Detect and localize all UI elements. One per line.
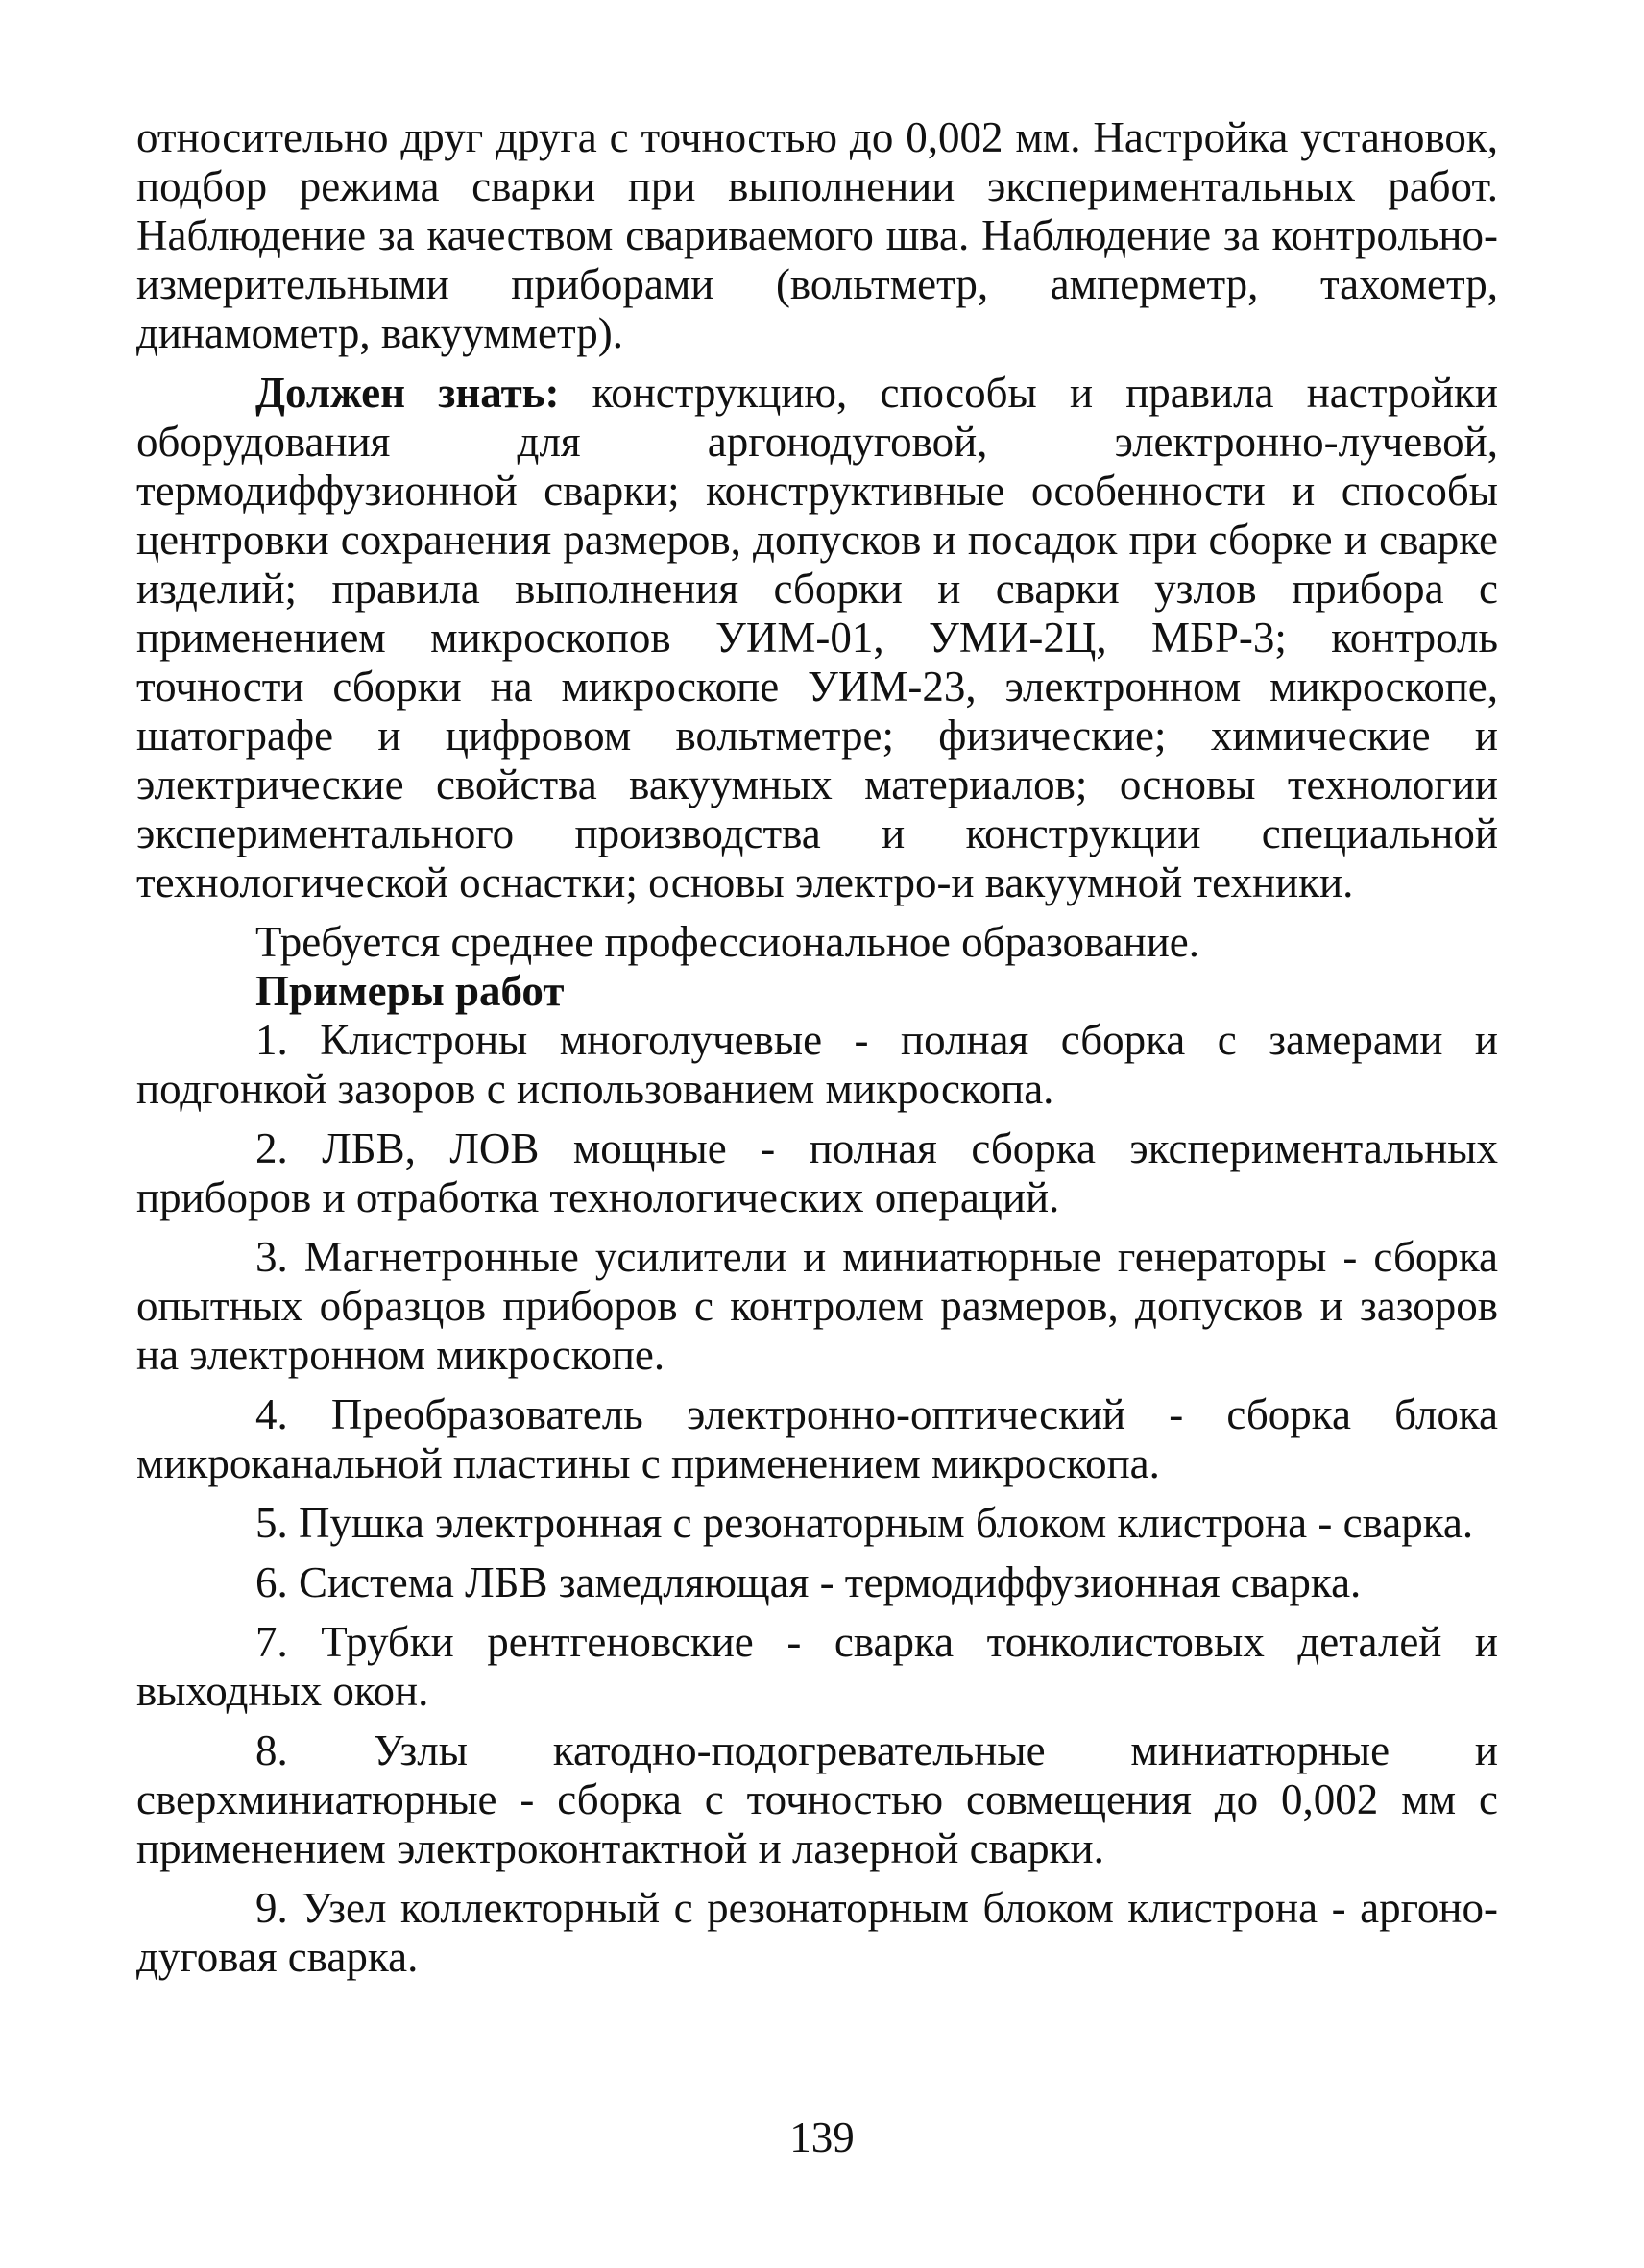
education-paragraph: Требуется среднее профессиональное образование. xyxy=(255,918,1200,966)
example-item-6: 6. Система ЛБВ замедляющая - термодиффузионная сварка. xyxy=(255,1558,1362,1606)
example-item-3: 3. Магнетронные усилители и миниатюрные генераторы - сборка опытных образцов приборов с контролем размеров, допусков и зазоров на электронном микроскопе. xyxy=(136,1233,1498,1379)
example-item-2: 2. ЛБВ, ЛОВ мощные - полная сборка экспериментальных приборов и отработка технологических операций. xyxy=(136,1124,1498,1221)
example-item-5: 5. Пушка электронная с резонаторным блоком клистрона - сварка. xyxy=(255,1499,1474,1547)
knowledge-paragraph xyxy=(136,369,1498,907)
page-number: 139 xyxy=(789,2113,855,2161)
knowledge-text: конструкцию, способы и правила настройки оборудования для аргонодуговой, электронно-лучевой, термодиффузионной сварки; конструктивные особенности и способы центровки сохранения размеров, допусков и посадок при сборке и сварке изделий; правила выполнения сборки и сварки узлов прибора с применением микроскопов УИМ-01, УМИ-2Ц, МБР-3; контроль точности сборки на микроскопе УИМ-23, электронном микроскопе, шатографе и цифровом вольтметре; физические; химические и электрические свойства вакуумных материалов; основы технологии экспериментального производства и конструкции специальной технологической оснастки; основы электро-и вакуумной техники. xyxy=(136,369,1498,906)
knowledge-label: Должен знать: xyxy=(255,369,560,417)
intro-paragraph: относительно друг друга с точностью до 0,002 мм. Настройка установок, подбор режима сварки при выполнении экспериментальных работ. Наблюдение за качеством свариваемого шва. Наблюдение за контрольно-измерительными приборами (вольтметр, амперметр, тахометр, динамометр, вакуумметр). xyxy=(136,113,1498,357)
example-item-8: 8. Узлы катодно-подогревательные миниатюрные и сверхминиатюрные - сборка с точностью совмещения до 0,002 мм с применением электроконтактной и лазерной сварки. xyxy=(136,1726,1498,1872)
examples-heading: Примеры работ xyxy=(255,967,565,1015)
example-item-4: 4. Преобразователь электронно-оптический - сборка блока микроканальной пластины с применением микроскопа. xyxy=(136,1390,1498,1487)
example-item-7: 7. Трубки рентгеновские - сварка тонколистовых деталей и выходных окон. xyxy=(136,1618,1498,1715)
document-body xyxy=(136,113,1498,1982)
example-item-9: 9. Узел коллекторный с резонаторным блоком клистрона - аргоно-дуговая сварка. xyxy=(136,1884,1498,1981)
example-item-1: 1. Клистроны многолучевые - полная сборка с замерами и подгонкой зазоров с использованием микроскопа. xyxy=(136,1016,1498,1113)
